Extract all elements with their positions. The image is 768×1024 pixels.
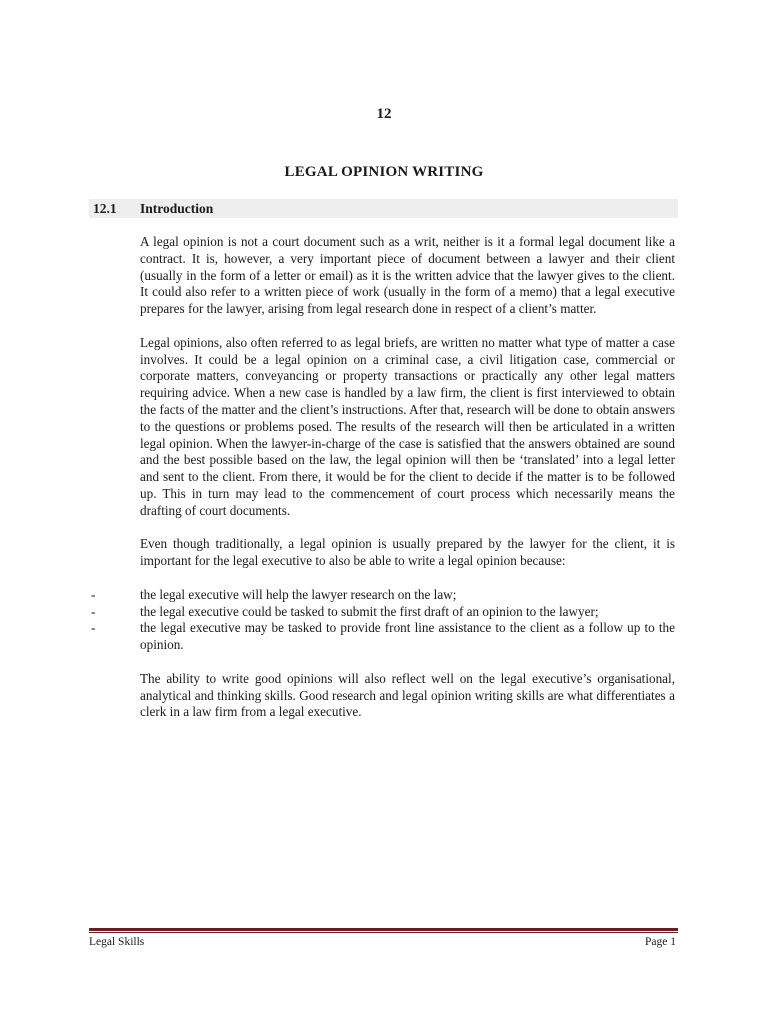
chapter-number: 12	[376, 106, 392, 122]
section-title: Introduction	[140, 201, 214, 216]
footer-rule	[89, 928, 678, 931]
paragraph: Legal opinions, also often referred to as legal briefs, are written no matter what type of matter a case involves. It could be a legal opinion on a criminal case, a civil litigation case, commercial or corporate matters, conveyancing or property transactions or practically any other legal matters requiring advice. When a new case is handled by a law firm, the client is first interviewed to obtain the facts of the matter and the client’s instructions. After that, research will be done to obtain answers to the questions or problems posed. The results of the research will then be articulated in a written legal opinion. When the lawyer-in-charge of the case is satisfied that the answers obtained are sound and the best possible based on the law, the legal opinion will then be ‘translated’ into a legal letter and sent to the client. From there, it would be for the client to decide if the matter is to be followed up. This in turn may lead to the commencement of court process which necessarily means the drafting of court documents.	[140, 334, 675, 518]
bullet-item	[91, 586, 675, 604]
bullet-marker: -	[91, 620, 96, 636]
bullet-item	[91, 603, 675, 621]
paragraph: A legal opinion is not a court document such as a writ, neither is it a formal legal document like a contract. It is, however, a very important piece of document between a lawyer and their client (usually in the form of a letter or email) as it is the written advice that the lawyer gives to the client. It could also refer to a written piece of work (usually in the form of a memo) that a legal executive prepares for the lawyer, arising from legal research done in respect of a client’s matter.	[140, 234, 675, 317]
bullet-list	[91, 586, 675, 654]
section-number: 12.1	[93, 201, 117, 216]
closing-paragraph: The ability to write good opinions will also reflect well on the legal executive’s organisational, analytical and thinking skills. Good research and legal opinion writing skills are what differentiates a clerk in a law firm from a legal executive.	[140, 670, 675, 720]
bullet-text: the legal executive may be tasked to provide front line assistance to the client as a follow up to the opinion.	[140, 620, 675, 653]
section-heading	[89, 199, 678, 218]
footer-rule-thin	[89, 932, 678, 933]
chapter-title: LEGAL OPINION WRITING	[284, 164, 484, 180]
bullet-text: the legal executive will help the lawyer research on the law;	[140, 586, 457, 602]
bullet-marker: -	[91, 603, 96, 619]
body-text	[91, 234, 675, 738]
bullet-marker: -	[91, 586, 96, 602]
footer-title: Legal Skills	[89, 936, 145, 948]
bullet-text: the legal executive could be tasked to submit the first draft of an opinion to the lawyer;	[140, 603, 599, 619]
page-number: Page 1	[645, 936, 676, 948]
paragraph: Even though traditionally, a legal opinion is usually prepared by the lawyer for the client, it is important for the legal executive to also be able to write a legal opinion because:	[140, 536, 675, 569]
bullet-item	[91, 620, 675, 654]
